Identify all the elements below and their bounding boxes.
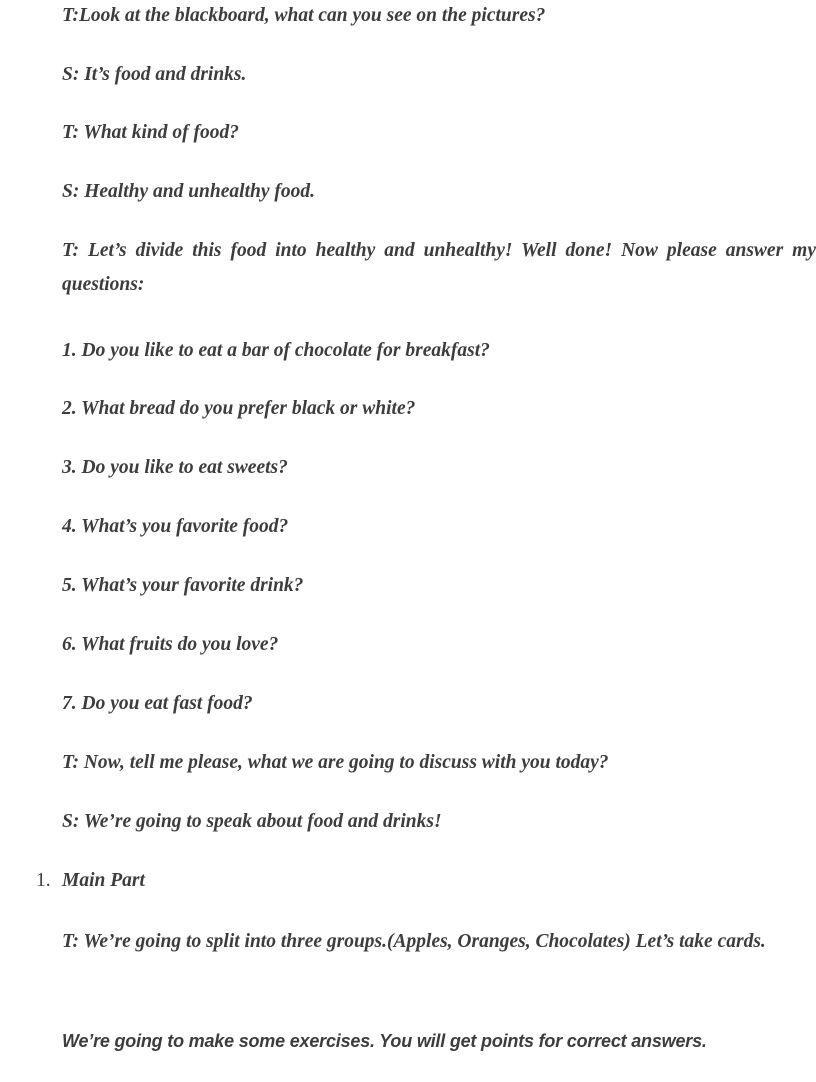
question-item: 5. What’s your favorite drink? (62, 575, 304, 596)
teacher-line: T: Now, tell me please, what we are going to discuss with you today? (62, 752, 609, 773)
question-item: 1. Do you like to eat a bar of chocolate for breakfast? (62, 340, 490, 361)
question-item: 2. What bread do you prefer black or white? (62, 398, 416, 419)
student-line: S: Healthy and unhealthy food. (62, 181, 315, 202)
question-item: 3. Do you like to eat sweets? (62, 457, 288, 478)
student-line: S: We’re going to speak about food and drinks! (62, 811, 442, 832)
question-item: 7. Do you eat fast food? (62, 693, 253, 714)
teacher-line: T: We’re going to split into three groups.(Apples, Oranges, Chocolates) Let’s take cards. (62, 931, 766, 952)
section-number: 1. (36, 870, 51, 891)
student-line: S: It’s food and drinks. (62, 64, 247, 85)
teacher-line: T:Look at the blackboard, what can you see on the pictures? (62, 5, 546, 26)
instruction-line: We’re going to make some exercises. You will get points for correct answers. (62, 1031, 707, 1051)
section-heading: Main Part (62, 870, 145, 891)
question-item: 6. What fruits do you love? (62, 634, 279, 655)
question-item: 4. What’s you favorite food? (62, 516, 289, 537)
teacher-line: T: Let’s divide this food into healthy and unhealthy! Well done! Now please answer my questions: (62, 240, 816, 295)
teacher-line: T: What kind of food? (62, 122, 239, 143)
